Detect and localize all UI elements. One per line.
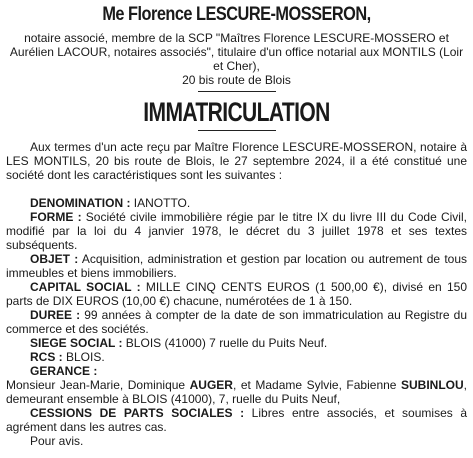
manager-surname: AUGER [189,378,233,392]
divider [198,91,276,92]
field-value: Société civile immobilière régie par le titre IX du livre III du Code Civil, modifié par la loi du 4 janvier 1978, le décret du 3 juillet 1978 et ses textes subséquents. [6,210,467,252]
field-value: BLOIS. [62,350,105,364]
field-denomination [6,196,467,210]
field-value: BLOIS (41000) 7 ruelle du Puits Neuf. [122,336,328,350]
field-value: 99 années à compter de la date de son immatriculation au Registre du commerce et des sociétés. [6,308,467,336]
closing-line: Pour avis. [30,434,84,448]
gerance-details [6,378,467,406]
spacer [6,182,467,196]
field-siege [6,336,467,350]
notary-address: 20 bis route de Blois [182,73,291,87]
notary-description [6,31,467,87]
field-label: DUREE : [30,308,81,322]
field-value: Acquisition, administration et gestion par location ou autrement de tous immeubles et biens immobiliers. [6,252,468,280]
gerance-text: , et Madame Sylvie, Fabienne [232,378,401,392]
field-value: IANOTTO. [130,196,191,210]
field-label: DENOMINATION : [30,196,131,210]
field-value: MILLE CINQ CENTS EUROS (1 500,00 €), divisé en 150 parts de DIX EUROS (10,00 €) chacune, numérotées de 1 à 150. [6,280,467,308]
field-label: GERANCE : [30,364,98,378]
field-label: CESSIONS DE PARTS SOCIALES : [30,406,245,420]
field-objet [6,252,467,280]
field-label: SIEGE SOCIAL : [30,336,123,350]
notary-title: notaire associé, membre de la SCP "Maîtres Florence LESCURE-MOSSERO et Aurélien LACOUR, notaires associés", titulaire d'un office notarial aux MONTILS (Loir et Cher), [9,31,464,73]
gerance-text: , demeurant ensemble à BLOIS (41000), 7, ruelle du Puits Neuf, [6,378,467,406]
field-cessions [6,406,467,434]
divider [198,130,276,131]
field-rcs [6,350,467,364]
field-label: FORME : [30,210,82,224]
manager-surname: SUBINLOU [400,378,464,392]
field-forme [6,210,467,252]
notice-headline: IMMATRICULATION [143,97,330,127]
field-label: CAPITAL SOCIAL : [30,280,141,294]
field-gerance [6,364,467,378]
field-label: RCS : [30,350,63,364]
field-value: Libres entre associés, et soumises à agrément dans les autres cas. [6,406,467,434]
field-label: OBJET : [30,252,79,266]
field-duree [6,308,467,336]
notary-name: Me Florence LESCURE-MOSSERON, [102,4,371,25]
field-capital [6,280,467,308]
gerance-text: Monsieur Jean-Marie, Dominique [6,378,190,392]
intro-paragraph: Aux termes d'un acte reçu par Maître Florence LESCURE-MOSSERON, notaire à LES MONTILS, 20 bis route de Blois, le 27 septembre 2024, il a été constitué une société dont les caractéristiques sont les suivantes : [6,140,467,182]
